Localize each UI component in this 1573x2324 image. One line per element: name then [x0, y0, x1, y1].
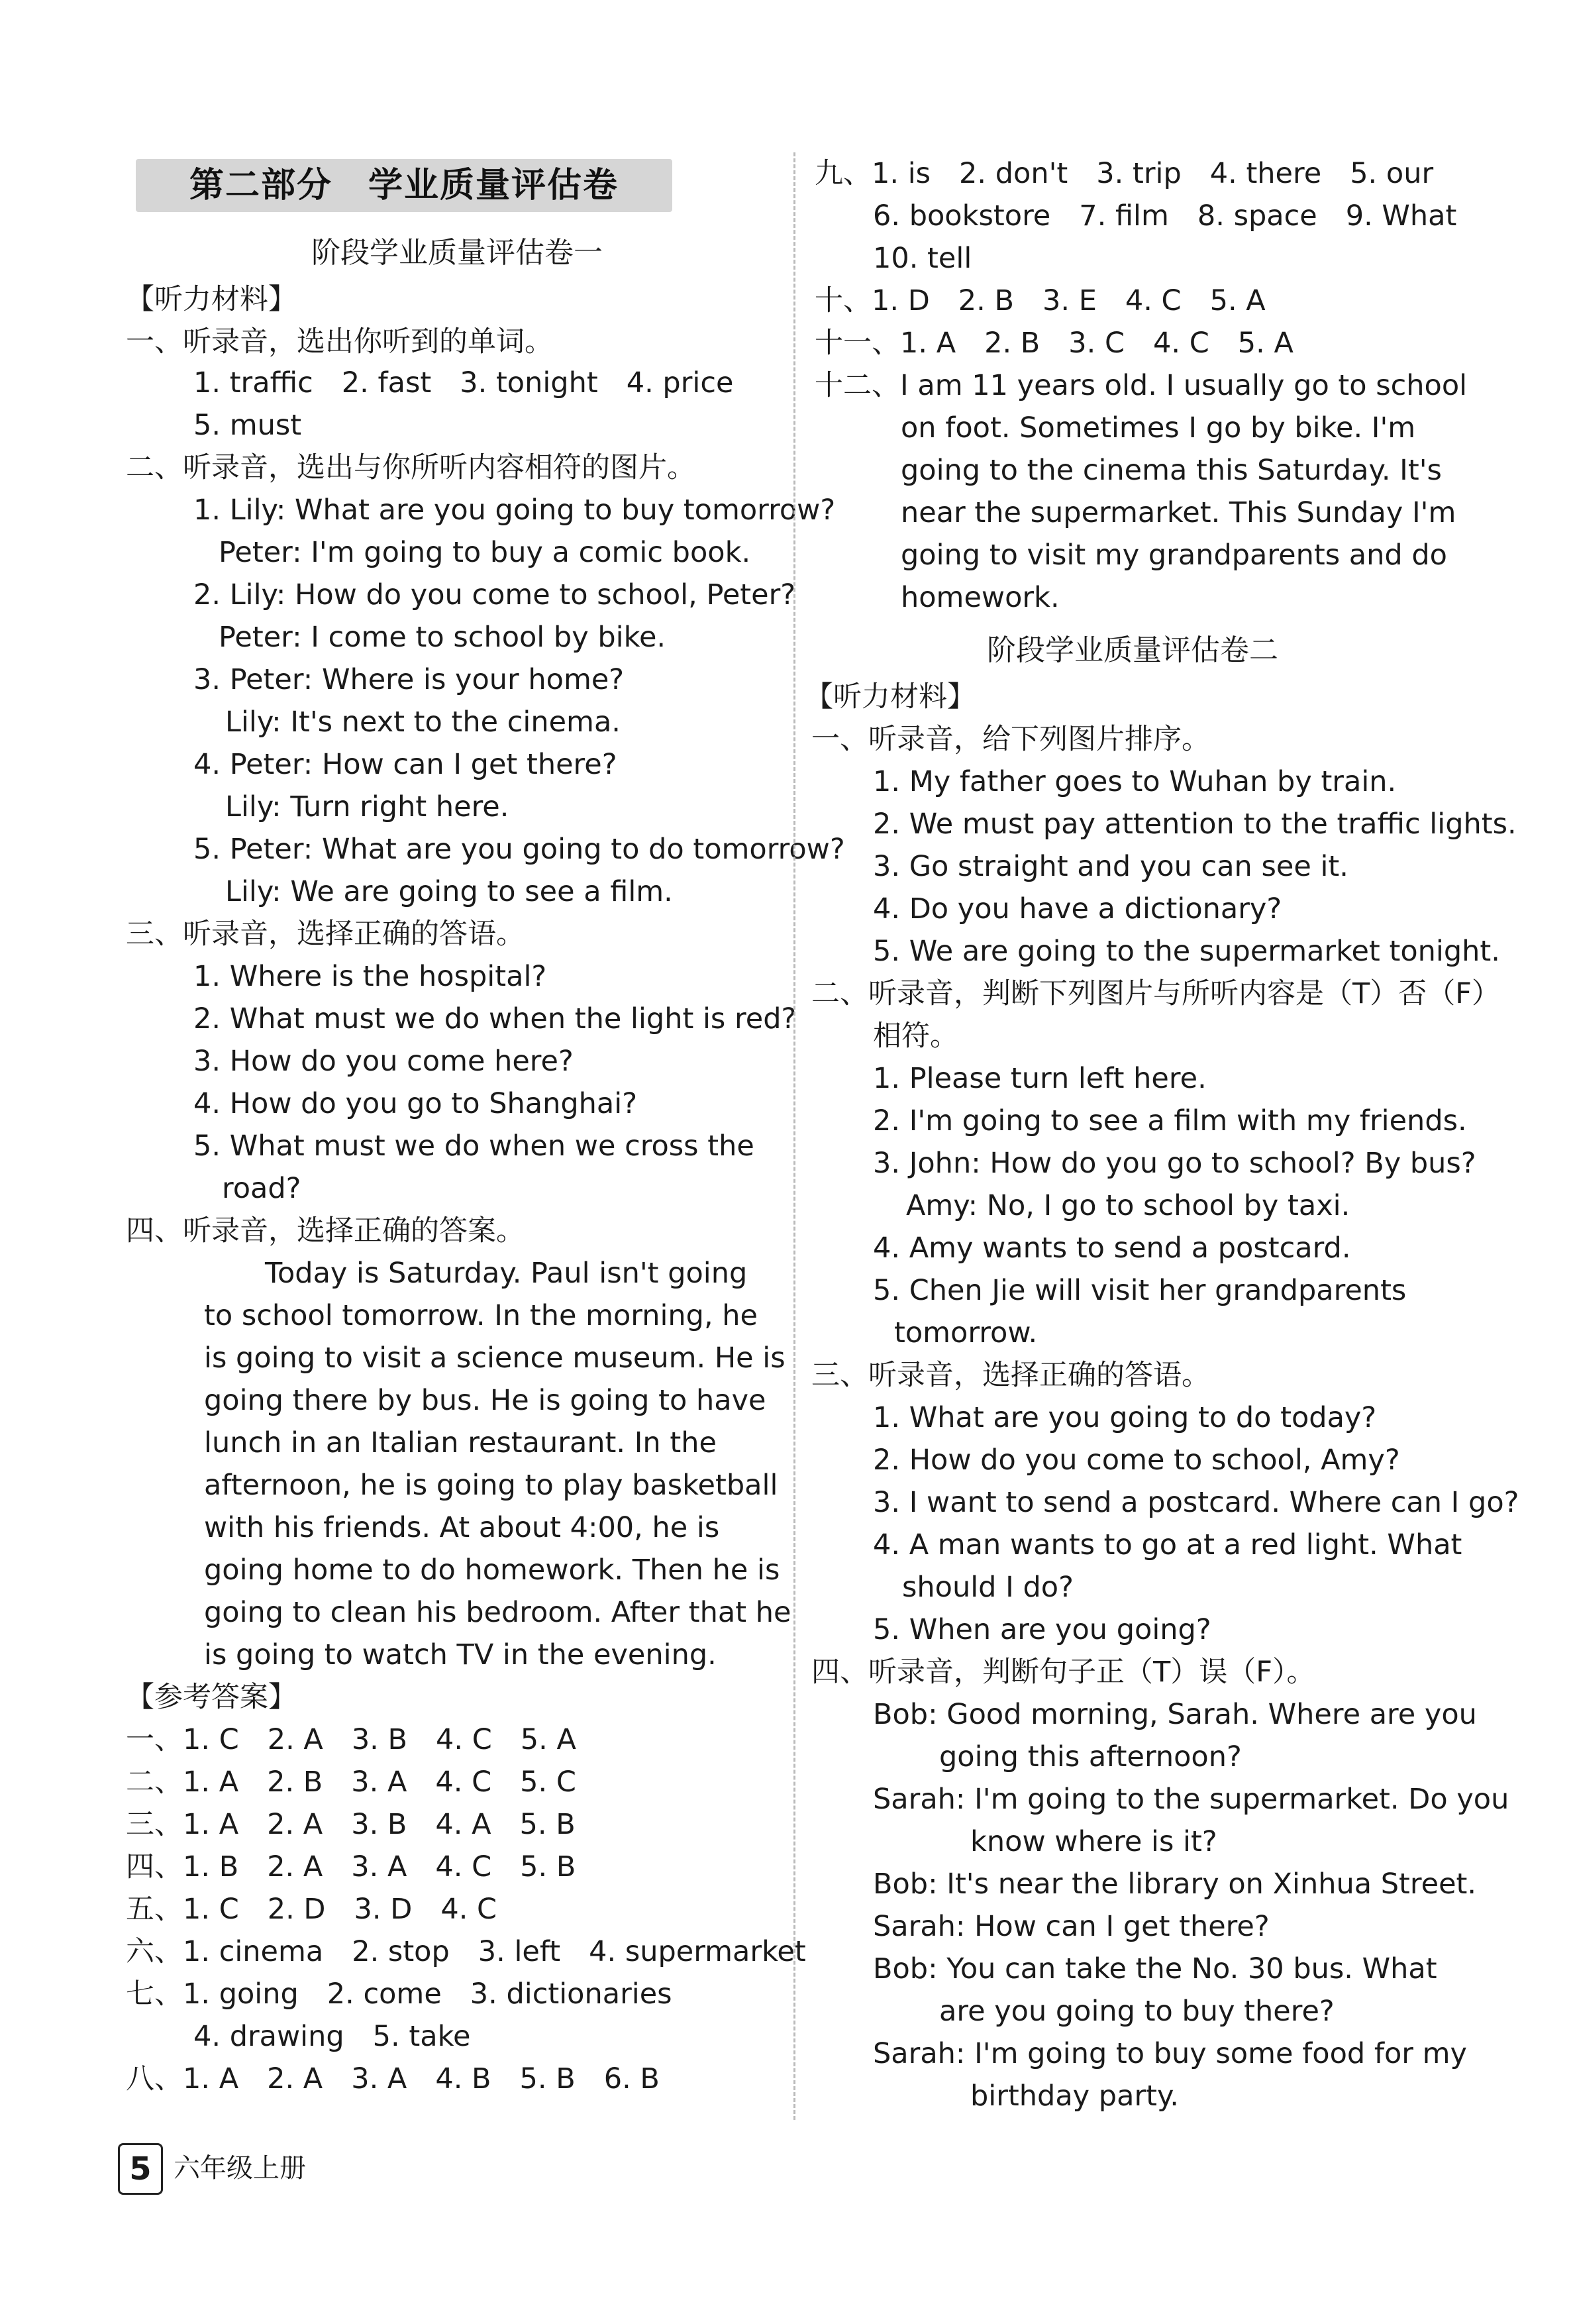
right-line: 2. How do you come to school, Amy? — [873, 1444, 1400, 1477]
right-top-line: 十二、I am 11 years old. I usually go to school — [815, 369, 1468, 402]
left-line: 三、听录音，选择正确的答语。 — [126, 918, 525, 951]
left-line: 五、1. C 2. D 3. D 4. C — [126, 1893, 497, 1926]
left-line: going home to do homework. Then he is — [204, 1554, 780, 1587]
right-top-line: 6. bookstore 7. film 8. space 9. What — [873, 199, 1457, 233]
left-line: to school tomorrow. In the morning, he — [204, 1299, 758, 1332]
left-line: 【参考答案】 — [126, 1681, 297, 1714]
left-line: 1. Lily: What are you going to buy tomorrow? — [193, 494, 836, 527]
right-line: should I do? — [902, 1571, 1074, 1604]
right-line: 2. We must pay attention to the traffic lights. — [873, 808, 1517, 841]
left-line: road? — [222, 1172, 301, 1205]
left-line: 3. How do you come here? — [193, 1045, 574, 1078]
left-line: 4. How do you go to Shanghai? — [193, 1087, 638, 1120]
right-line: Sarah: I'm going to buy some food for my — [873, 2037, 1467, 2070]
right-line: Sarah: How can I get there? — [873, 1910, 1270, 1943]
right-top-line: 九、1. is 2. don't 3. trip 4. there 5. our — [815, 157, 1434, 190]
left-line: 1. traffic 2. fast 3. tonight 4. price — [193, 366, 734, 399]
left-line: Peter: I'm going to buy a comic book. — [219, 536, 751, 569]
left-line: Today is Saturday. Paul isn't going — [265, 1257, 748, 1290]
right-line: 5. Chen Jie will visit her grandparents — [873, 1274, 1407, 1307]
left-line: 四、听录音，选择正确的答案。 — [126, 1214, 525, 1247]
right-line: 相符。 — [873, 1020, 958, 1053]
part-title-banner: 第二部分 学业质量评估卷 — [136, 159, 672, 212]
right-line: 2. I'm going to see a film with my friends. — [873, 1104, 1467, 1137]
left-line: 七、1. going 2. come 3. dictionaries — [126, 1978, 672, 2011]
left-line: 2. What must we do when the light is red? — [193, 1002, 797, 1035]
right-line: 四、听录音，判断句子正（T）误（F）。 — [811, 1656, 1315, 1689]
left-line: 1. Where is the hospital? — [193, 960, 547, 993]
column-divider — [793, 152, 795, 2120]
left-line: is going to watch TV in the evening. — [204, 1638, 717, 1671]
left-line: 5. must — [193, 409, 302, 442]
right-top-line: going to the cinema this Saturday. It's — [901, 454, 1442, 487]
left-line: with his friends. At about 4:00, he is — [204, 1511, 720, 1544]
right-line: 一、听录音，给下列图片排序。 — [811, 723, 1210, 756]
left-line: 一、1. C 2. A 3. B 4. C 5. A — [126, 1723, 576, 1756]
right-line: 5. When are you going? — [873, 1613, 1211, 1646]
left-line: 八、1. A 2. A 3. A 4. B 5. B 6. B — [126, 2062, 660, 2095]
left-line: 3. Peter: Where is your home? — [193, 663, 625, 696]
left-line: 4. drawing 5. take — [193, 2020, 471, 2053]
left-line: 二、1. A 2. B 3. A 4. C 5. C — [126, 1766, 576, 1799]
left-line: Peter: I come to school by bike. — [219, 621, 666, 654]
grade-label: 六年级上册 — [174, 2153, 306, 2184]
left-line: 5. Peter: What are you going to do tomorrow? — [193, 833, 845, 866]
left-line: Lily: Turn right here. — [225, 790, 509, 823]
left-line: 六、1. cinema 2. stop 3. left 4. supermarket — [126, 1935, 806, 1968]
right-line: 三、听录音，选择正确的答语。 — [811, 1359, 1210, 1392]
left-line: Lily: We are going to see a film. — [225, 875, 673, 908]
left-line: going to clean his bedroom. After that he — [204, 1596, 791, 1629]
right-line: Bob: It's near the library on Xinhua Street. — [873, 1868, 1477, 1901]
right-line: Amy: No, I go to school by taxi. — [906, 1189, 1350, 1222]
left-line: is going to visit a science museum. He is — [204, 1342, 786, 1375]
left-line: Lily: It's next to the cinema. — [225, 706, 621, 739]
left-line: lunch in an Italian restaurant. In the — [204, 1426, 717, 1459]
right-line: going this afternoon? — [939, 1740, 1242, 1773]
right-top-line: 10. tell — [873, 242, 972, 275]
right-line: are you going to buy there? — [939, 1995, 1335, 2028]
left-line: 一、听录音，选出你听到的单词。 — [126, 325, 553, 358]
right-top-line: 十一、1. A 2. B 3. C 4. C 5. A — [815, 327, 1294, 360]
right-line: birthday party. — [970, 2080, 1179, 2113]
left-line: 四、1. B 2. A 3. A 4. C 5. B — [126, 1850, 576, 1883]
left-line: afternoon, he is going to play basketball — [204, 1469, 778, 1502]
left-line: 2. Lily: How do you come to school, Peter? — [193, 578, 796, 611]
right-top-line: homework. — [901, 581, 1060, 614]
right-top-line: going to visit my grandparents and do — [901, 539, 1447, 572]
right-line: 4. Amy wants to send a postcard. — [873, 1232, 1351, 1265]
page-number: 5 — [118, 2143, 163, 2195]
left-line: going there by bus. He is going to have — [204, 1384, 766, 1417]
right-line: Bob: You can take the No. 30 bus. What — [873, 1952, 1437, 1985]
right-top-line: 十、1. D 2. B 3. E 4. C 5. A — [815, 284, 1266, 317]
right-line: 4. A man wants to go at a red light. What — [873, 1528, 1462, 1561]
right-top-line: near the supermarket. This Sunday I'm — [901, 496, 1456, 529]
right-line: 3. John: How do you go to school? By bus? — [873, 1147, 1476, 1180]
right-line: Bob: Good morning, Sarah. Where are you — [873, 1698, 1477, 1731]
right-line: tomorrow. — [894, 1316, 1038, 1349]
left-line: 三、1. A 2. A 3. B 4. A 5. B — [126, 1808, 576, 1841]
right-line: 3. Go straight and you can see it. — [873, 850, 1348, 883]
right-line: 1. Please turn left here. — [873, 1062, 1207, 1095]
right-line: 二、听录音，判断下列图片与所听内容是（T）否（F） — [811, 977, 1500, 1010]
right-section-title: 阶段学业质量评估卷二 — [987, 633, 1278, 667]
right-top-line: on foot. Sometimes I go by bike. I'm — [901, 411, 1416, 445]
right-line: 5. We are going to the supermarket tonight. — [873, 935, 1500, 968]
right-line: 1. What are you going to do today? — [873, 1401, 1377, 1434]
left-line: 二、听录音，选出与你所听内容相符的图片。 — [126, 451, 695, 484]
right-line: Sarah: I'm going to the supermarket. Do you — [873, 1783, 1509, 1816]
left-line: 5. What must we do when we cross the — [193, 1130, 754, 1163]
left-line: 【听力材料】 — [126, 283, 297, 316]
left-section-title: 阶段学业质量评估卷一 — [311, 236, 603, 270]
right-line: 4. Do you have a dictionary? — [873, 892, 1282, 925]
right-line: 3. I want to send a postcard. Where can I go? — [873, 1486, 1519, 1519]
right-line: know where is it? — [970, 1825, 1217, 1858]
right-line: 1. My father goes to Wuhan by train. — [873, 765, 1397, 798]
right-line: 【听力材料】 — [805, 680, 976, 713]
left-line: 4. Peter: How can I get there? — [193, 748, 617, 781]
